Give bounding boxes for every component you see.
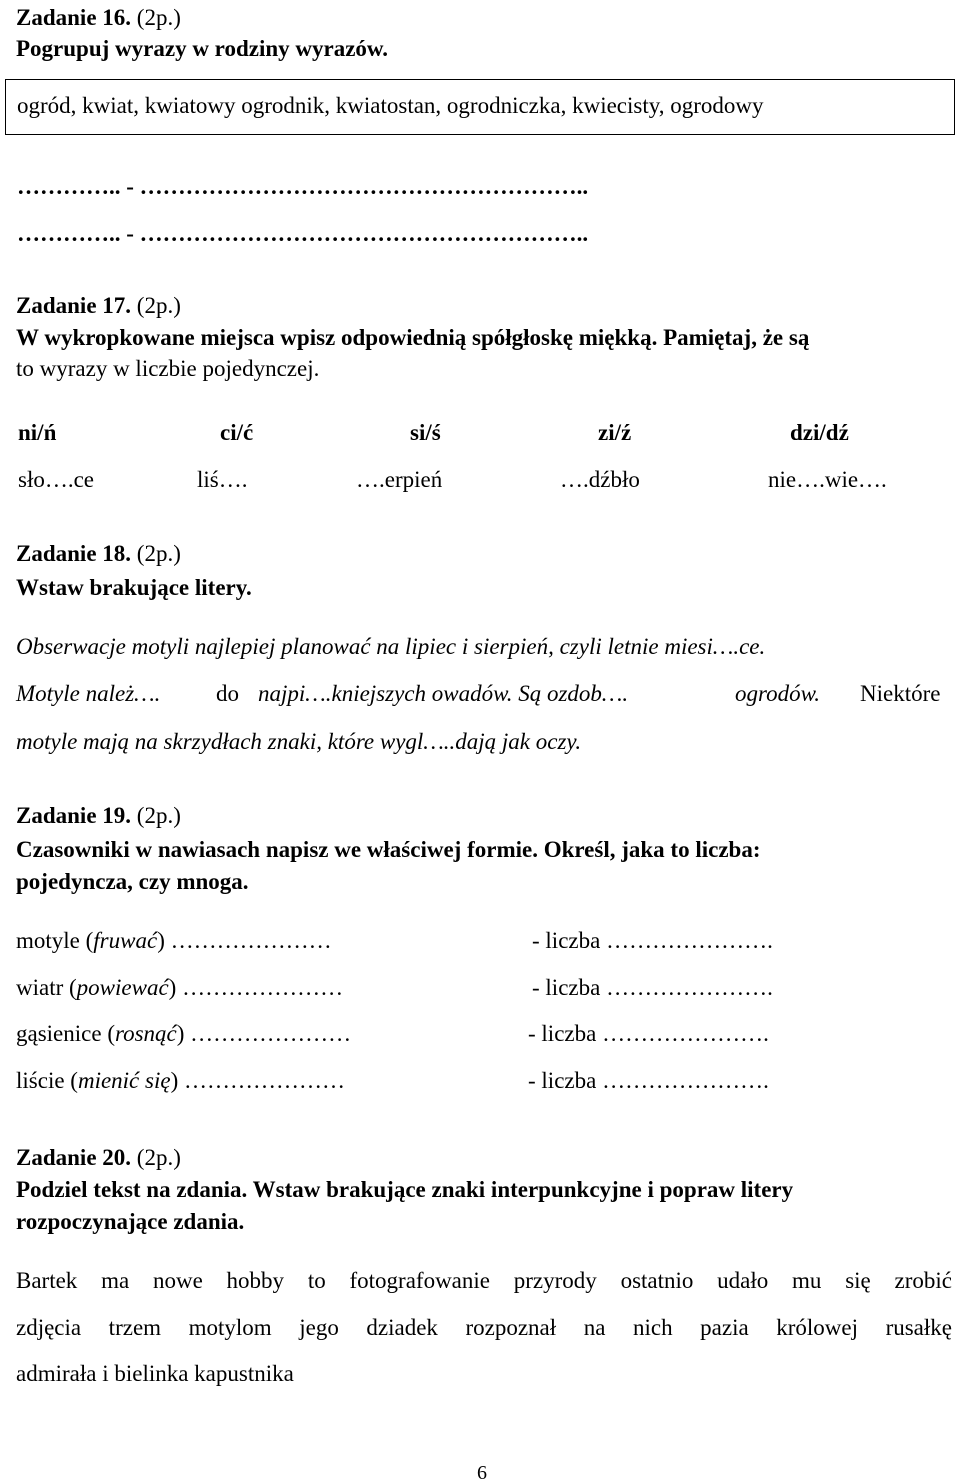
number-row-3[interactable]: - liczba ………………….: [528, 1021, 769, 1046]
answer-blank[interactable]: ) …………………: [157, 928, 332, 953]
verb: powiewać: [76, 975, 169, 1000]
task-20-instruction-2: rozpoczynające zdania.: [16, 1209, 245, 1234]
option-ni: ni/ń: [18, 420, 57, 445]
task-17-instruction-text-1: W wykropkowane miejsca wpisz odpowiednią spółgłoskę miękką. Pamiętaj, że są: [16, 325, 810, 350]
task-20-points: (2p.): [131, 1145, 181, 1170]
word-niedzwiedz[interactable]: nie….wie….: [768, 467, 887, 492]
task-20-text-3[interactable]: admirała i bielinka kapustnika: [16, 1361, 294, 1386]
number-row-1[interactable]: - liczba ………………….: [532, 928, 773, 953]
word-slonce[interactable]: sło….ce: [18, 467, 95, 492]
task-20-text-2[interactable]: zdjęcia trzem motylom jego dziadek rozpoznał na nich pazia królowej rusałkę: [16, 1315, 952, 1340]
task-18-line-1[interactable]: Obserwacje motyli najlepiej planować na lipiec i sierpień, czyli letnie miesi….ce.: [16, 634, 766, 659]
verb: mienić się: [77, 1068, 171, 1093]
task-19-instruction-1: Czasowniki w nawiasach napisz we właściwej formie. Określ, jaka to liczba:: [16, 837, 761, 862]
task-17-instruction-1: [16, 326, 809, 349]
verb-row-4[interactable]: [16, 1069, 345, 1092]
word-sierpien[interactable]: ….erpień: [356, 467, 443, 492]
answer-line-2[interactable]: ………….. - …………………………………………………..: [17, 221, 589, 246]
option-si: si/ś: [410, 420, 441, 445]
task-18-line-2-a[interactable]: Motyle należ….: [16, 681, 161, 706]
verb-row-3[interactable]: [16, 1022, 351, 1045]
word-lisc[interactable]: liś….: [197, 467, 248, 492]
verb: rosnąć: [114, 1021, 177, 1046]
option-dzi: dzi/dź: [790, 420, 849, 445]
task-17-title: [16, 294, 181, 317]
task-19-instruction-2: pojedyncza, czy mnoga.: [16, 869, 249, 894]
task-18-title: [16, 542, 181, 565]
task-16-points: (2p.): [131, 5, 181, 30]
answer-blank[interactable]: ) …………………: [176, 1021, 352, 1046]
number-row-4[interactable]: - liczba ………………….: [528, 1068, 769, 1093]
task-18-line-2-b: do: [216, 681, 239, 706]
noun: liście (: [16, 1068, 78, 1093]
task-17-instruction-2: to wyrazy w liczbie pojedynczej.: [16, 356, 320, 381]
task-20-instruction-1: Podziel tekst na zdania. Wstaw brakujące znaki interpunkcyjne i popraw litery: [16, 1177, 794, 1202]
task-18-instruction: Wstaw brakujące litery.: [16, 575, 252, 600]
task-17-points: (2p.): [131, 293, 181, 318]
verb: fruwać: [93, 928, 158, 953]
task-19-label: Zadanie 19.: [16, 803, 132, 828]
task-18-line-3[interactable]: motyle mają na skrzydłach znaki, które wygl…..dają jak oczy.: [16, 729, 582, 754]
word-zdzblo[interactable]: ….dźbło: [560, 467, 640, 492]
verb-row-2[interactable]: [16, 976, 343, 999]
option-ci: ci/ć: [220, 420, 254, 445]
task-19-title: [16, 804, 181, 827]
option-zi: zi/ź: [598, 420, 632, 445]
task-17-label: Zadanie 17.: [16, 293, 132, 318]
task-20-title: [16, 1146, 181, 1169]
task-18-label: Zadanie 18.: [16, 541, 132, 566]
number-row-2[interactable]: - liczba ………………….: [532, 975, 773, 1000]
noun: motyle (: [16, 928, 94, 953]
answer-blank[interactable]: ) …………………: [168, 975, 344, 1000]
answer-line-1[interactable]: ………….. - …………………………………………………..: [17, 174, 589, 199]
word-list: ogród, kwiat, kwiatowy ogrodnik, kwiatostan, ogrodniczka, kwiecisty, ogrodowy: [17, 93, 764, 118]
task-18-line-2-d: ogrodów.: [735, 681, 820, 706]
task-18-points: (2p.): [131, 541, 181, 566]
page-number: 6: [477, 1462, 487, 1484]
task-16-label: Zadanie 16.: [16, 5, 132, 30]
verb-row-1[interactable]: [16, 929, 332, 952]
task-18-line-2-c[interactable]: najpi….kniejszych owadów. Są ozdob….: [258, 681, 629, 706]
task-16-title: [16, 6, 181, 29]
task-20-text-1[interactable]: Bartek ma nowe hobby to fotografowanie przyrody ostatnio udało mu się zrobić: [16, 1268, 952, 1293]
answer-blank[interactable]: ) …………………: [170, 1068, 345, 1093]
noun: gąsienice (: [16, 1021, 115, 1046]
task-20-label: Zadanie 20.: [16, 1145, 132, 1170]
task-19-points: (2p.): [131, 803, 181, 828]
noun: wiatr (: [16, 975, 77, 1000]
task-18-line-2-e: Niektóre: [860, 681, 941, 706]
task-16-instruction: Pogrupuj wyrazy w rodziny wyrazów.: [16, 36, 389, 61]
